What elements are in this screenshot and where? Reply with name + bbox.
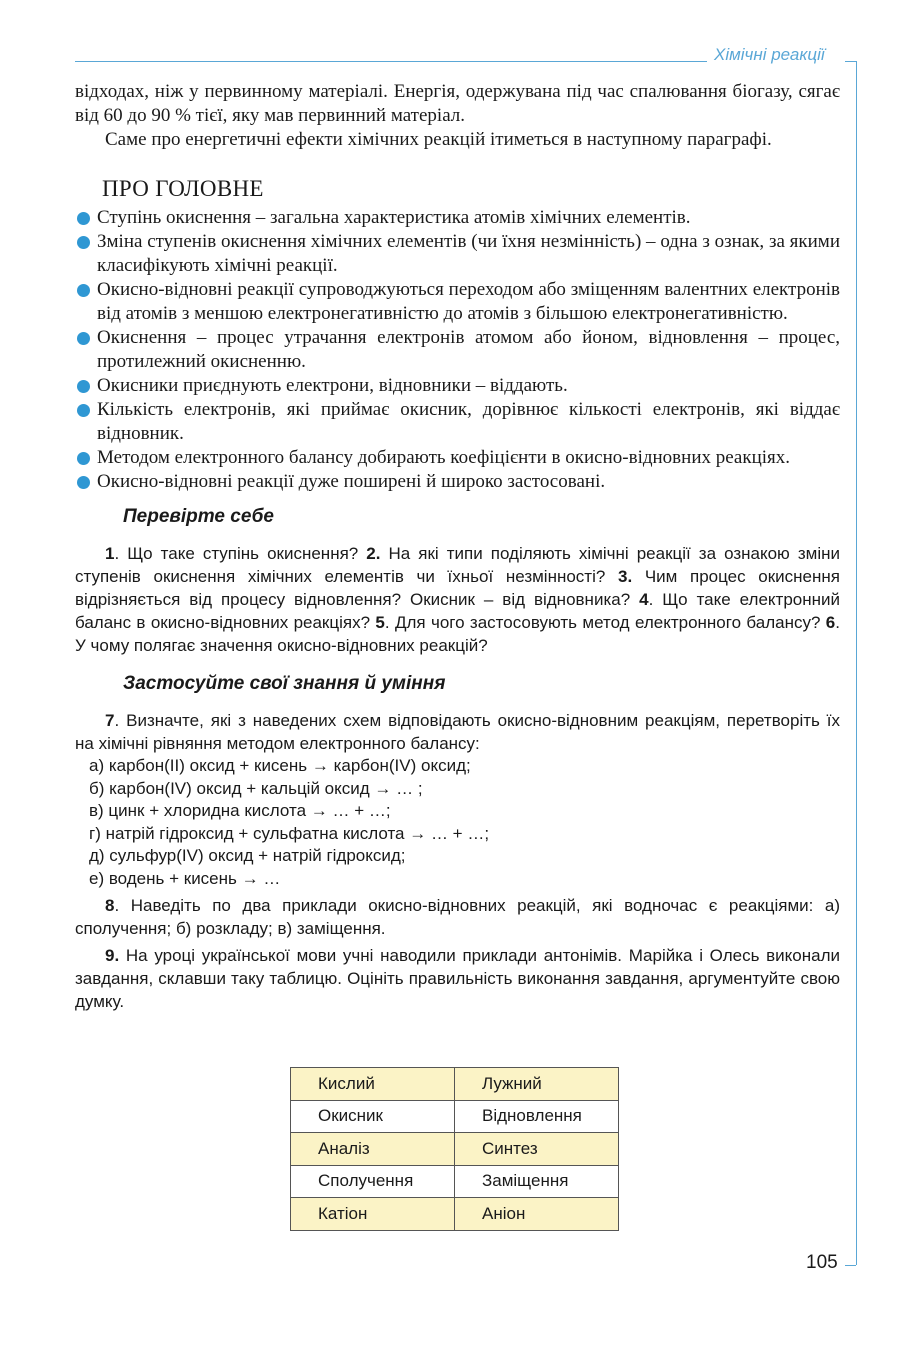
- table-cell: Заміщення: [455, 1165, 619, 1198]
- bullet-dot-icon: [77, 332, 90, 345]
- summary-item: Окисники приєднують електрони, відновники – віддають.: [75, 374, 840, 398]
- task-7-item: а) карбон(ІІ) оксид + кисень → карбон(IV) оксид;: [89, 756, 471, 775]
- running-header: Хімічні реакції: [714, 45, 825, 64]
- task-7-item: б) карбон(IV) оксид + кальцій оксид → … ;: [89, 778, 423, 798]
- task-8: 8. Наведіть по два приклади окисно-відновних реакцій, які водночас є реакціями: а) сполучення; б) розкладу; в) заміщення.: [75, 896, 840, 938]
- bullet-dot-icon: [77, 236, 90, 249]
- frame-tick-top: [845, 61, 856, 62]
- bullet-dot-icon: [77, 380, 90, 393]
- summary-item: Зміна ступенів окиснення хімічних елементів (чи їхня незмінність) – одна з ознак, за якими класифікують хімічні реакції.: [75, 230, 840, 278]
- table-cell: Лужний: [455, 1068, 619, 1101]
- task-7-item: г) натрій гідроксид + сульфатна кислота → … + …;: [89, 823, 490, 843]
- task-7-item: д) сульфур(IV) оксид + натрій гідроксид;: [89, 846, 406, 865]
- table-row: [291, 1165, 619, 1198]
- table-cell: Аніон: [455, 1198, 619, 1231]
- bullet-dot-icon: [77, 404, 90, 417]
- bullet-dot-icon: [77, 212, 90, 225]
- frame-right-rule: [856, 61, 857, 1265]
- page-number: 105: [806, 1252, 838, 1273]
- table-cell: Катіон: [291, 1198, 455, 1231]
- summary-item: Ступінь окиснення – загальна характеристика атомів хімічних елементів.: [75, 206, 840, 230]
- apply-knowledge-heading: Застосуйте свої знання й уміння: [123, 673, 446, 694]
- table-cell: Відновлення: [455, 1100, 619, 1133]
- table-row: [291, 1068, 619, 1101]
- page-content: [75, 80, 840, 1013]
- summary-item: Окисно-відновні реакції дуже поширені й широко застосовані.: [75, 470, 840, 494]
- task-7-item: е) водень + кисень → …: [89, 868, 281, 888]
- table-cell: Аналіз: [291, 1133, 455, 1166]
- summary-item: Окисно-відновні реакції супроводжуються переходом або зміщенням валентних електронів від атомів з меншою електронегативністю до атомів з більшою електронегативністю.: [75, 278, 840, 326]
- check-questions: 1. Що таке ступінь окиснення? 2. На які типи поділяють хімічні реакції за ознакою зміни ступенів окиснення хімічних елементів чи їхньої незмінності? 3. Чим процес окиснення відрізняється від процесу відновлення? Окисник – від відновника? 4. Що таке електронний баланс в окисно-відновних реакціях? 5. Для чого застосовують метод електронного балансу? 6. У чому полягає значення окисно-відновних реакцій?: [75, 544, 840, 655]
- table-row: [291, 1133, 619, 1166]
- intro-paragraph-1: відходах, ніж у первинному матеріалі. Енергія, одержувана під час спалювання біогазу, сягає від 60 до 90 % тієї, яку мав первинний матеріал.: [75, 81, 840, 126]
- summary-item: Кількість електронів, які приймає окисник, дорівнює кількості електронів, які віддає відновник.: [75, 398, 840, 446]
- antonyms-table: [290, 1067, 619, 1231]
- bullet-dot-icon: [77, 476, 90, 489]
- summary-item: Окиснення – процес утрачання електронів атомом або йоном, відновлення – процес, протилежний окисненню.: [75, 326, 840, 374]
- table-cell: Кислий: [291, 1068, 455, 1101]
- task-9: 9. На уроці української мови учні наводили приклади антонімів. Марійка і Олесь виконали завдання, склавши таку таблицю. Оцініть правильність виконання завдання, аргументуйте свою думку.: [75, 946, 840, 1011]
- table-cell: Синтез: [455, 1133, 619, 1166]
- header-rule: [75, 61, 707, 62]
- bullet-dot-icon: [77, 284, 90, 297]
- check-yourself-heading: Перевірте себе: [123, 506, 274, 527]
- summary-title: ПРО ГОЛОВНЕ: [102, 176, 264, 201]
- table-cell: Сполучення: [291, 1165, 455, 1198]
- task-7-items: [89, 755, 840, 890]
- table-row: [291, 1198, 619, 1231]
- intro-paragraph-2: Саме про енергетичні ефекти хімічних реакцій ітиметься в наступному параграфі.: [105, 129, 772, 150]
- task-7: 7. Визначте, які з наведених схем відповідають окисно-відновним реакціям, перетворіть їх на хімічні рівняння методом електронного балансу:: [75, 711, 840, 753]
- frame-tick-bottom: [845, 1265, 856, 1266]
- table-row: [291, 1100, 619, 1133]
- task-7-item: в) цинк + хлоридна кислота → … + …;: [89, 801, 391, 820]
- table-cell: Окисник: [291, 1100, 455, 1133]
- bullet-dot-icon: [77, 452, 90, 465]
- summary-list: [75, 206, 840, 494]
- summary-item: Методом електронного балансу добирають коефіцієнти в окисно-відновних реакціях.: [75, 446, 840, 470]
